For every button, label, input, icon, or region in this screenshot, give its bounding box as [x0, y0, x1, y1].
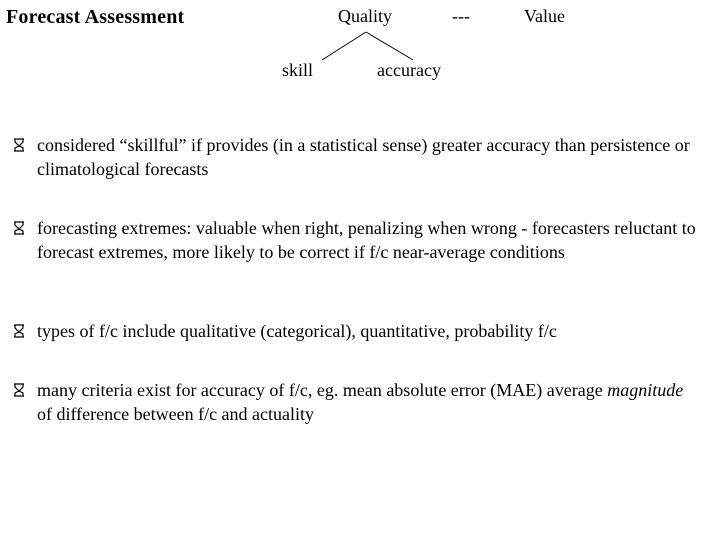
separator-dashes: --- — [452, 6, 470, 26]
tree-line-skill — [322, 32, 366, 60]
hourglass-bullet-icon — [12, 383, 26, 397]
slide-title: Forecast Assessment — [6, 6, 185, 28]
hourglass-bullet-icon — [12, 138, 26, 152]
bullet-item — [12, 378, 702, 426]
bullet-text-post: of difference between f/c and actuality — [37, 404, 315, 424]
bullet-item — [12, 133, 702, 181]
hourglass-bullet-icon — [12, 324, 26, 338]
quality-label: Quality — [338, 6, 392, 26]
bullet-text — [37, 378, 702, 426]
bullet-text: forecasting extremes: valuable when right, penalizing when wrong - forecasters reluctant to forecast extremes, more likely to be correct if f/c near-average conditions — [37, 218, 696, 262]
bullet-text-pre: many criteria exist for accuracy of f/c, eg. mean absolute error (MAE) average — [37, 380, 608, 400]
accuracy-label: accuracy — [377, 60, 441, 80]
hourglass-bullet-icon — [12, 221, 26, 235]
bullet-item — [12, 319, 702, 343]
skill-label: skill — [282, 60, 314, 80]
tree-line-accuracy — [366, 32, 413, 60]
magnitude-emphasis: magnitude — [607, 380, 684, 400]
bullet-text: considered “skillful” if provides (in a statistical sense) greater accuracy than persistence or climatological forecasts — [37, 135, 690, 179]
bullet-text: types of f/c include qualitative (categorical), quantitative, probability f/c — [37, 321, 557, 341]
value-label: Value — [524, 6, 565, 26]
bullet-item — [12, 216, 702, 264]
